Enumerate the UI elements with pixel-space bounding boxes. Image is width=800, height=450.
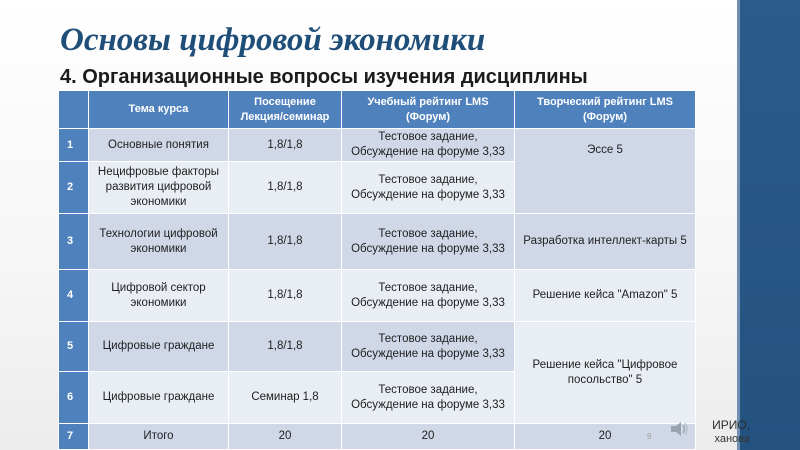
table-header-row: [59, 91, 696, 129]
attendance-cell: 1,8/1,8: [229, 214, 342, 270]
row-number: 5: [59, 322, 89, 372]
attendance-cell: Семинар 1,8: [229, 372, 342, 424]
topic-cell: Технологии цифровой экономики: [89, 214, 229, 270]
row-number: 2: [59, 162, 89, 214]
attendance-cell: 1,8/1,8: [229, 270, 342, 322]
footer-line-2: ханова: [714, 433, 750, 445]
table-row: [59, 214, 696, 270]
topic-cell: Цифровой сектор экономики: [89, 270, 229, 322]
attendance-cell: 1,8/1,8: [229, 162, 342, 214]
row-number: 6: [59, 372, 89, 424]
table-row-total: [59, 424, 696, 450]
study-rating-cell: Тестовое задание, Обсуждение на форуме 3,33: [342, 372, 515, 424]
table-row: [59, 270, 696, 322]
header-topic: Тема курса: [89, 91, 229, 129]
study-rating-cell: Тестовое задание, Обсуждение на форуме 3,33: [342, 162, 515, 214]
header-num: [59, 91, 89, 129]
creative-rating-cell: 20: [515, 424, 696, 450]
speaker-icon[interactable]: [668, 418, 690, 440]
creative-rating-cell: Решение кейса "Цифровое посольство" 5: [515, 322, 696, 424]
header-attendance: Посещение Лекция/семинар: [229, 91, 342, 129]
creative-rating-cell: Разработка интеллект-карты 5: [515, 214, 696, 270]
slide-subtitle: 4. Организационные вопросы изучения дисциплины: [60, 66, 588, 88]
study-rating-cell: Тестовое задание, Обсуждение на форуме 3,33: [342, 129, 515, 162]
topic-cell: Нецифровые факторы развития цифровой экономики: [89, 162, 229, 214]
table-row: [59, 129, 696, 162]
slide-title: Основы цифровой экономики: [60, 22, 486, 58]
header-creative-rating: Творческий рейтинг LMS (Форум): [515, 91, 696, 129]
creative-rating-cell: Решение кейса "Amazon" 5: [515, 270, 696, 322]
row-number: 7: [59, 424, 89, 450]
table-row: [59, 322, 696, 372]
row-number: 4: [59, 270, 89, 322]
attendance-cell: 1,8/1,8: [229, 129, 342, 162]
row-number: 3: [59, 214, 89, 270]
topic-cell: Основные понятия: [89, 129, 229, 162]
footer-line-1: ИРИО,: [712, 418, 750, 432]
attendance-cell: 1,8/1,8: [229, 322, 342, 372]
side-bar: [740, 0, 800, 450]
topic-cell: Цифровые граждане: [89, 372, 229, 424]
page-number: 9: [647, 432, 652, 441]
row-number: 1: [59, 129, 89, 162]
attendance-cell: 20: [229, 424, 342, 450]
footer-text: [690, 418, 750, 446]
study-rating-cell: Тестовое задание, Обсуждение на форуме 3,33: [342, 270, 515, 322]
topic-cell: Итого: [89, 424, 229, 450]
creative-rating-cell: Эссе 5: [515, 129, 696, 214]
topic-cell: Цифровые граждане: [89, 322, 229, 372]
header-study-rating: Учебный рейтинг LMS (Форум): [342, 91, 515, 129]
course-table: [58, 90, 696, 450]
study-rating-cell: Тестовое задание, Обсуждение на форуме 3,33: [342, 214, 515, 270]
study-rating-cell: Тестовое задание, Обсуждение на форуме 3,33: [342, 322, 515, 372]
study-rating-cell: 20: [342, 424, 515, 450]
